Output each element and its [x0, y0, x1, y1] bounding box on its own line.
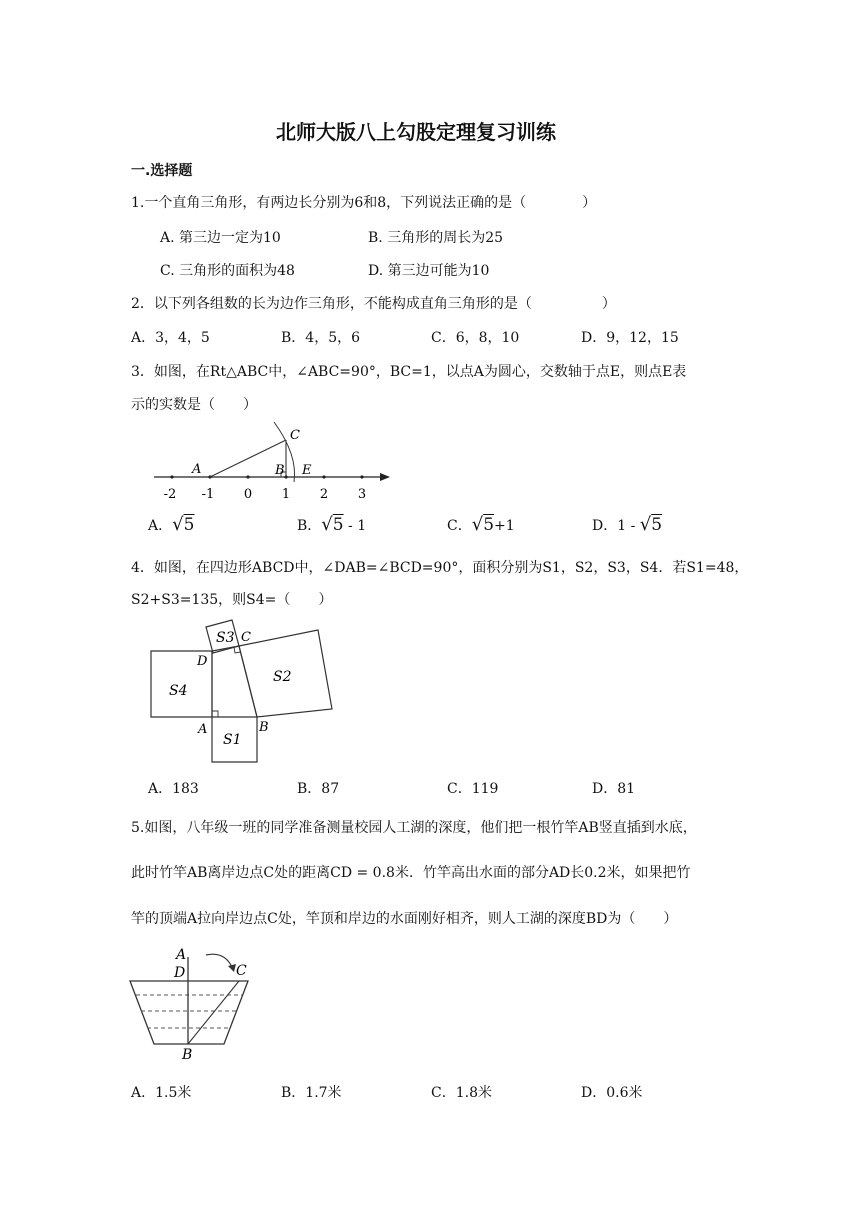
- sqrt-icon: √: [321, 514, 333, 535]
- label-d: D: [174, 965, 186, 981]
- label-s3: S3: [216, 630, 235, 646]
- arrow-head-icon: [228, 964, 236, 972]
- question-2-option-b: B．4，5，6: [281, 330, 361, 346]
- question-4-option-a: A．183: [148, 781, 199, 797]
- tick-label: -1: [201, 487, 215, 502]
- question-5-option-c: C．1.8米: [431, 1085, 492, 1101]
- label-c: C: [236, 963, 247, 979]
- quadrilateral-squares-figure: [145, 610, 385, 770]
- label-s1: S1: [223, 732, 242, 748]
- option-letter: A．: [148, 518, 173, 534]
- tick-label: 2: [319, 487, 329, 502]
- question-4-stem-line-2: S2+S3=135，则S4=（ ）: [131, 592, 333, 608]
- question-3-option-c: [447, 514, 515, 535]
- sqrt-icon: √: [639, 514, 652, 535]
- point-c-label: C: [290, 428, 300, 443]
- question-3-option-b: [297, 514, 366, 535]
- label-c: C: [241, 630, 251, 645]
- question-3-option-a: [148, 514, 194, 535]
- sqrt-icon: √: [172, 514, 184, 535]
- question-2-option-c: C．6，8，10: [431, 330, 520, 346]
- option-suffix: +1: [494, 518, 515, 534]
- question-5-line-3: 竿的顶端A拉向岸边点C处，竿顶和岸边的水面刚好相齐，则人工湖的深度BD为（ ）: [131, 911, 678, 927]
- question-5-line-2: 此时竹竿AB离岸边点C处的距离CD = 0.8米．竹竿高出水面的部分AD长0.2米，如果把竹: [131, 865, 691, 881]
- question-1-option-d: D. 第三边可能为10: [368, 263, 490, 279]
- question-1-option-b: B. 三角形的周长为25: [368, 230, 504, 246]
- segment-bc: [188, 981, 239, 1044]
- point-e-label: E: [302, 463, 312, 478]
- point-b-label: B: [275, 463, 285, 478]
- page-title: 北师大版八上勾股定理复习训练: [276, 120, 556, 144]
- option-letter: B．: [297, 518, 322, 534]
- label-s2: S2: [273, 669, 292, 685]
- tick-label: 1: [281, 487, 291, 502]
- option-letter: C．: [447, 518, 472, 534]
- side-cb: [239, 646, 257, 717]
- option-letter: D．: [592, 518, 618, 534]
- question-5-option-d: D．0.6米: [581, 1085, 643, 1101]
- radicand: 5: [183, 515, 195, 535]
- tick-label: -2: [163, 487, 177, 502]
- question-2-stem: 2．以下列各组数的长为边作三角形，不能构成直角三角形的是（ ）: [131, 296, 616, 312]
- label-d: D: [197, 654, 208, 669]
- question-3-stem-line-2: 示的实数是（ ）: [131, 397, 257, 413]
- lake-outline: [130, 981, 248, 1044]
- right-angle-mark-a: [212, 711, 218, 717]
- number-line-figure: [150, 420, 410, 510]
- label-a: A: [198, 722, 208, 737]
- question-5-option-b: B．1.7米: [281, 1085, 342, 1101]
- label-b: B: [182, 1047, 193, 1063]
- question-1-option-c: C. 三角形的面积为48: [160, 263, 295, 279]
- radicand: 5: [332, 515, 344, 535]
- tick-label: 3: [357, 487, 367, 502]
- radicand: 5: [651, 515, 663, 535]
- question-2-option-a: A．3，4，5: [131, 330, 210, 346]
- axis-arrow-icon: [380, 473, 390, 481]
- question-1-option-a: A. 第三边一定为10: [160, 230, 281, 246]
- label-a: A: [176, 947, 187, 963]
- question-4-stem-line-1: 4．如图，在四边形ABCD中，∠DAB=∠BCD=90°，面积分别为S1，S2，S3，S4．若S1=48，: [131, 560, 749, 576]
- option-suffix: - 1: [343, 518, 367, 534]
- question-5-line-1: 5.如图，八年级一班的同学准备测量校园人工湖的深度，他们把一根竹竿AB竖直插到水底，: [131, 820, 697, 836]
- label-b: B: [259, 720, 269, 735]
- question-1-stem: 1.一个直角三角形，有两边长分别为6和8，下列说法正确的是（ ）: [131, 195, 597, 211]
- rotation-arrow-arc: [206, 954, 232, 967]
- tick-label: 0: [243, 487, 253, 502]
- question-4-option-b: B．87: [297, 781, 340, 797]
- question-3-option-d: [592, 514, 662, 535]
- question-2-option-d: D．9，12，15: [581, 330, 679, 346]
- lake-figure: [128, 945, 268, 1065]
- question-5-option-a: A．1.5米: [131, 1085, 192, 1101]
- radicand: 5: [483, 515, 495, 535]
- question-4-option-d: D．81: [592, 781, 636, 797]
- section-heading: 一.选择题: [131, 163, 193, 179]
- option-prefix: 1 -: [617, 518, 640, 534]
- question-3-stem-line-1: 3．如图，在Rt△ABC中，∠ABC=90°，BC=1，以点A为圆心，交数轴于点E，则点E表: [131, 364, 687, 380]
- question-4-option-c: C．119: [447, 781, 499, 797]
- point-a-label: A: [192, 462, 202, 477]
- label-s4: S4: [169, 683, 188, 699]
- sqrt-icon: √: [471, 514, 484, 535]
